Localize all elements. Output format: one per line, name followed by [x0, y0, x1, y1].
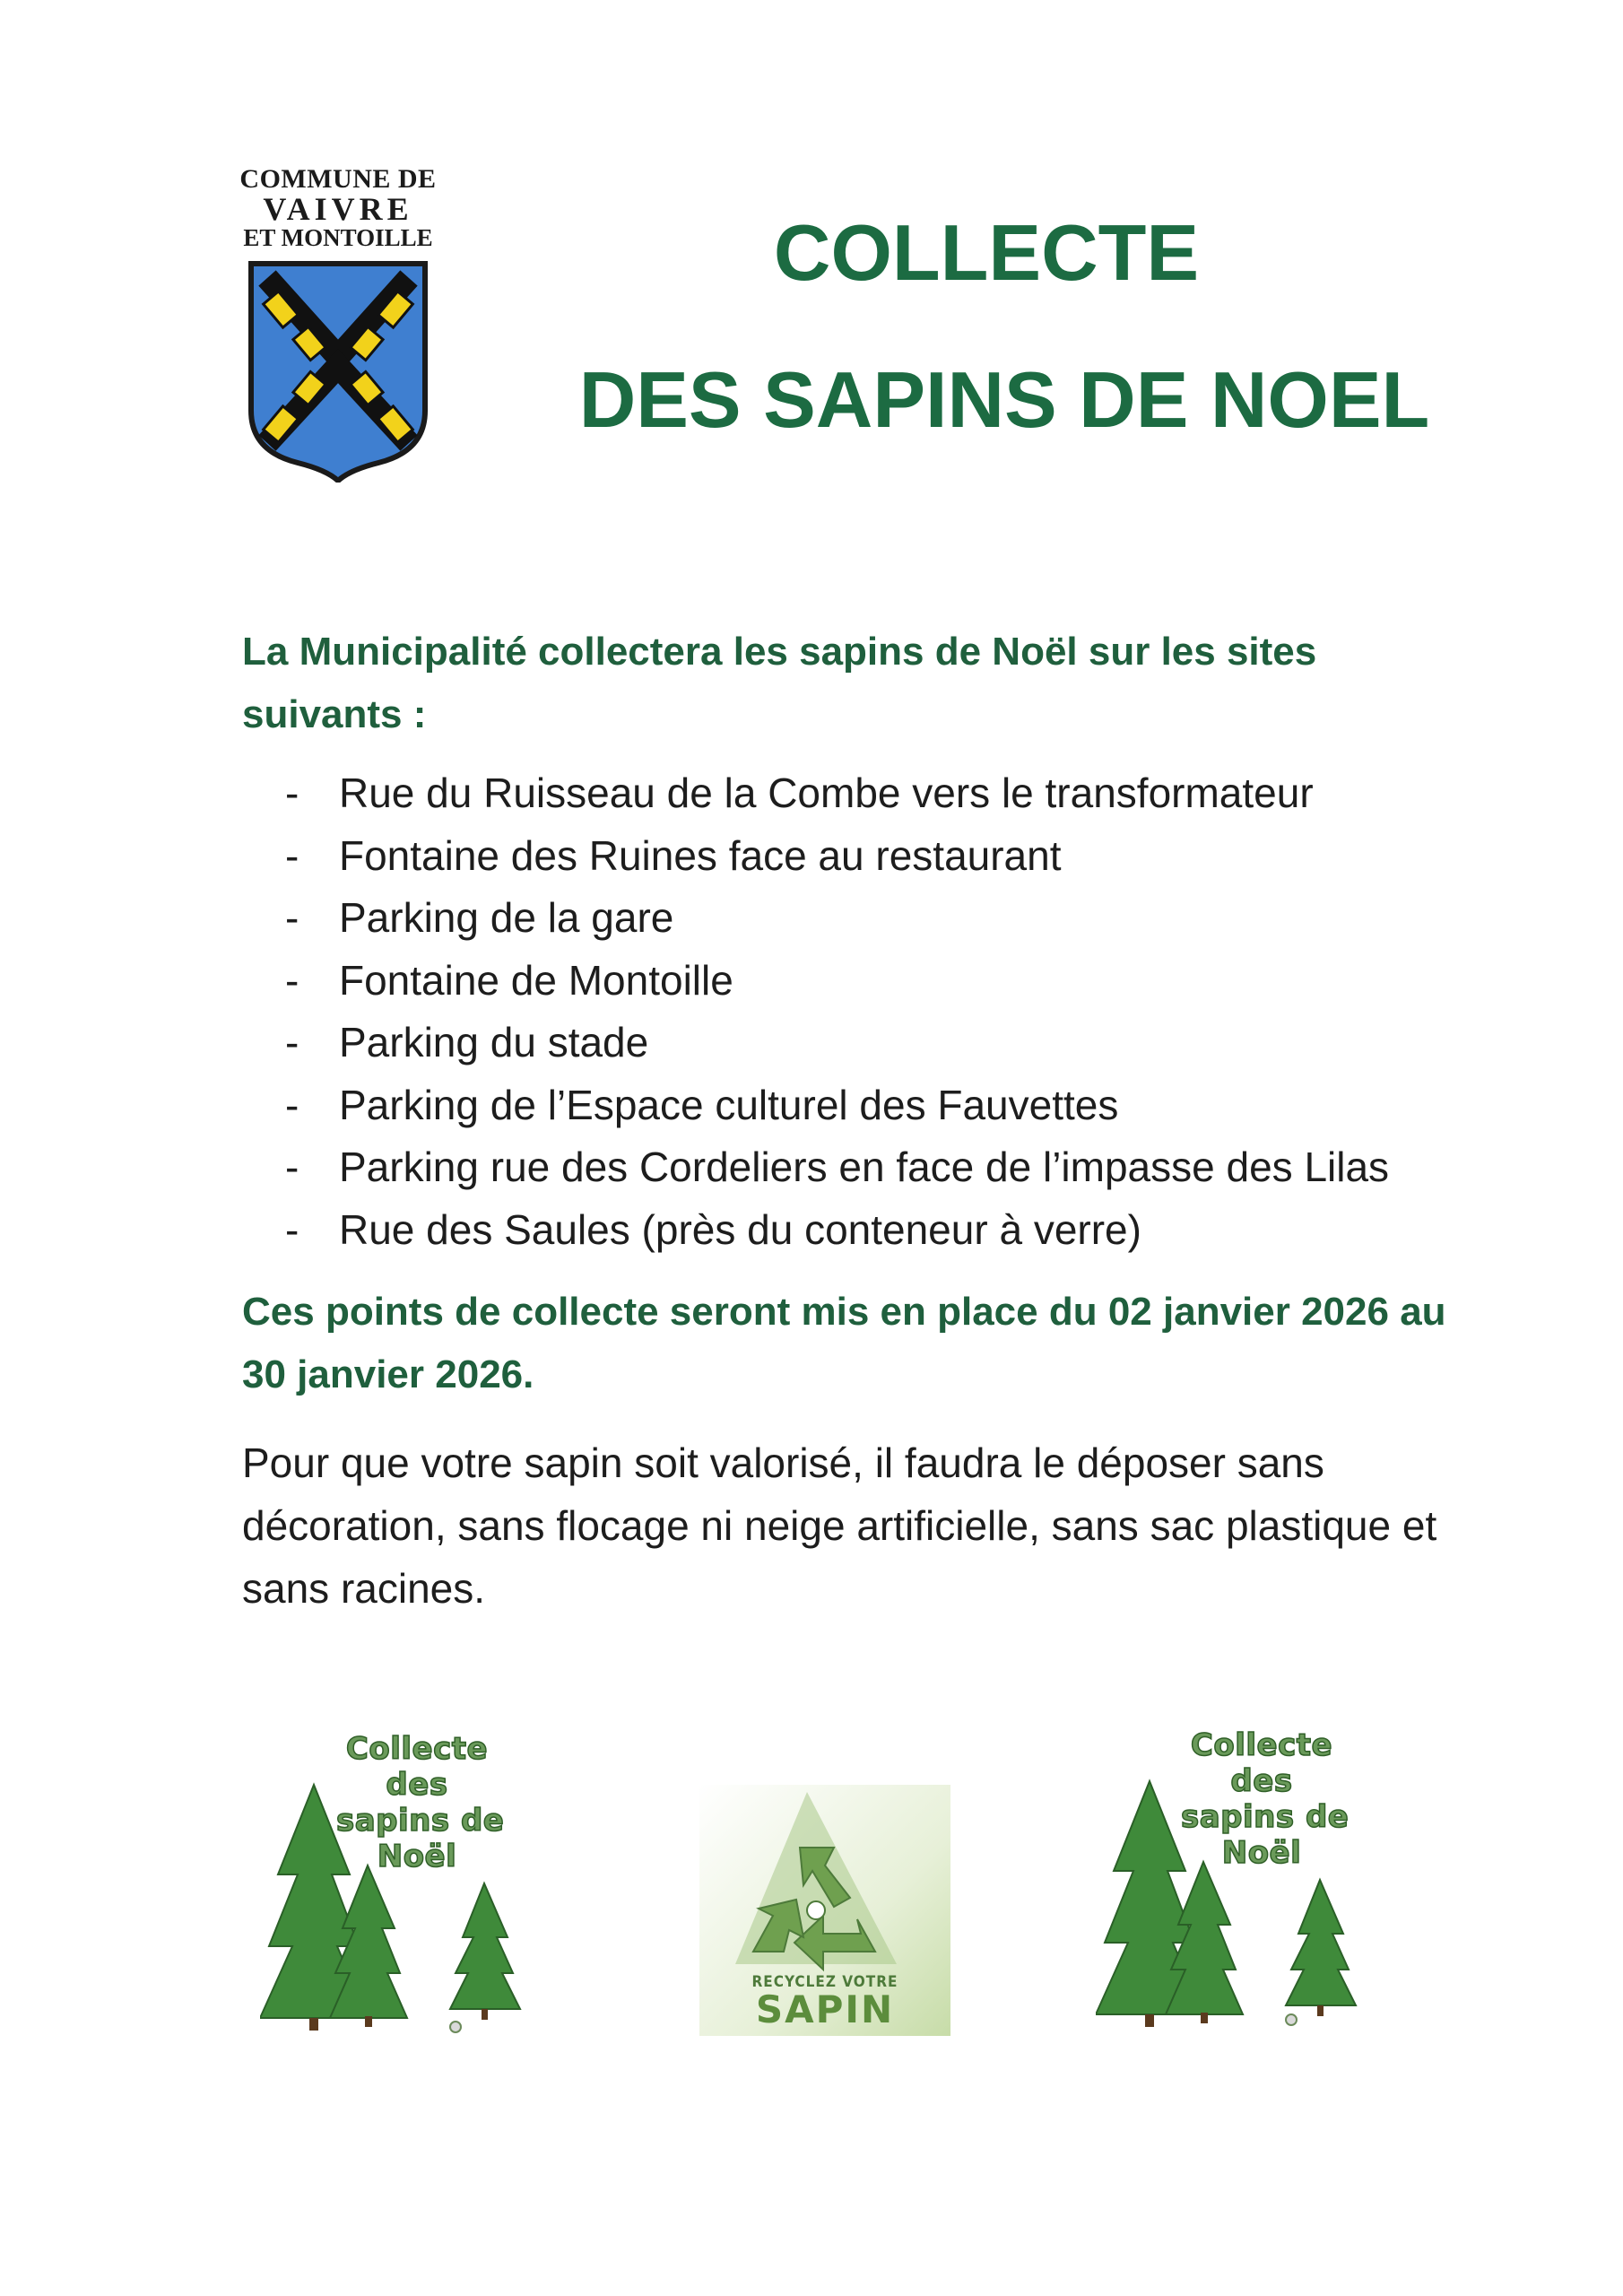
list-item [285, 825, 1389, 888]
collecte-logo-line: Collecte [345, 1731, 489, 1767]
list-marker: - [285, 1205, 299, 1253]
list-item [285, 887, 1389, 950]
coat-of-arms-shield-icon [244, 258, 432, 483]
list-marker: - [285, 770, 299, 816]
preparation-advice: Pour que votre sapin soit valorisé, il faudra le déposer sans décoration, sans flocage ni neige artificielle, sans sac plastique et sans racines. [242, 1439, 1437, 1612]
intro-paragraph: La Municipalité collectera les sapins de Noël sur les sites suivants : [242, 630, 1317, 736]
collecte-logo-line: Noël [377, 1839, 457, 1874]
collecte-logo-line: sapins de [336, 1803, 505, 1839]
list-item [285, 1074, 1389, 1137]
collecte-logo-line: des [1230, 1763, 1293, 1799]
list-item-text: Parking rue des Cordeliers en face de l’impasse des Lilas [339, 1144, 1390, 1190]
list-marker: - [285, 1144, 299, 1190]
list-item-text: Fontaine des Ruines face au restaurant [339, 831, 1062, 879]
list-marker: - [285, 1081, 299, 1128]
recycle-logo-line-2: SAPIN [755, 1987, 895, 2031]
recycle-sapin-logo [699, 1785, 950, 2036]
collecte-logo-line: Collecte [1190, 1727, 1333, 1763]
list-item-text: Fontaine de Montoille [339, 956, 733, 1004]
list-item [285, 1136, 1389, 1199]
list-marker: - [285, 1019, 299, 1065]
list-item [285, 950, 1389, 1013]
collection-dates: Ces points de collecte seront mis en place du 02 janvier 2026 au 30 janvier 2026. [242, 1290, 1446, 1396]
collecte-logo-line: Noël [1221, 1835, 1302, 1871]
list-item-text: Rue du Ruisseau de la Combe vers le transformateur [339, 770, 1314, 816]
list-marker: - [285, 894, 299, 941]
fir-trees-icon [260, 1731, 529, 2036]
crest-line-2: VAIVRE [263, 191, 413, 227]
list-item [285, 1012, 1389, 1074]
list-item-text: Rue des Saules (près du conteneur à verre) [339, 1205, 1141, 1253]
commune-crest [235, 165, 441, 483]
page-title-line-2: DES SAPINS DE NOEL [578, 355, 1430, 444]
collecte-logo-right [1096, 1727, 1365, 2032]
list-marker: - [285, 831, 299, 879]
list-marker: - [285, 956, 299, 1004]
list-item [285, 1199, 1389, 1262]
list-item-text: Parking du stade [339, 1019, 649, 1065]
page-title-line-1: COLLECTE [773, 208, 1200, 297]
recycle-logo-line-1: RECYCLEZ VOTRE [751, 1973, 898, 1991]
crest-line-1: COMMUNE DE [239, 164, 437, 194]
collecte-logo-left [260, 1731, 529, 2036]
crest-line-3: ET MONTOILLE [243, 224, 433, 251]
collecte-logo-line: sapins de [1181, 1799, 1350, 1835]
collection-sites-list [285, 762, 1389, 1261]
list-item-text: Parking de la gare [339, 894, 674, 941]
fir-trees-icon [1096, 1727, 1365, 2032]
list-item-text: Parking de l’Espace culturel des Fauvettes [339, 1081, 1119, 1128]
collecte-logo-line: des [386, 1767, 448, 1803]
list-item [285, 762, 1389, 825]
